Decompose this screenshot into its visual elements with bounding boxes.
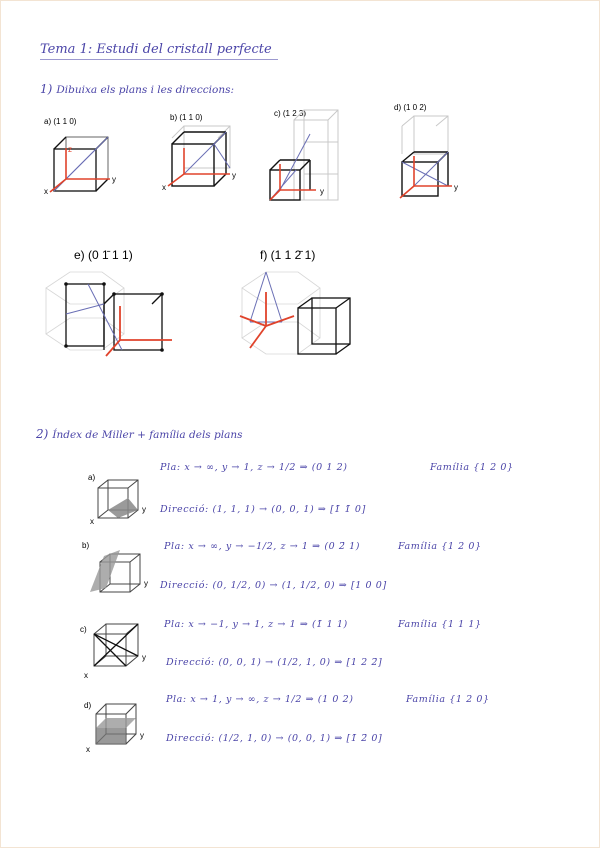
section-2-number: 2) bbox=[36, 427, 49, 441]
axis-y-label: y bbox=[454, 183, 458, 192]
section-1-number: 1) bbox=[40, 82, 53, 96]
exercise-a-direction: Direcció: (1, 1, 1) → (0, 0, 1) ⇒ [1̄ 1̄ 0] bbox=[160, 504, 366, 515]
cell-figure-c bbox=[266, 104, 352, 206]
cell-figure-d bbox=[386, 100, 472, 206]
axis-y-label: y bbox=[142, 653, 146, 662]
exercise-b-direction: Direcció: (0, 1/2, 0) → (1, 1/2, 0) ⇒ [1 0 0] bbox=[160, 580, 387, 591]
figure-d-label: d) (1 0 2) bbox=[394, 103, 427, 112]
section-1-heading bbox=[40, 82, 234, 96]
title-underline bbox=[40, 59, 278, 60]
cell-figure-b bbox=[158, 108, 244, 202]
exercise-d-family: Família {1 2 0} bbox=[406, 694, 490, 705]
exercise-c-family: Família {1 1 1} bbox=[398, 619, 482, 630]
axis-y-label: y bbox=[140, 731, 144, 740]
exercise-d-figure bbox=[80, 690, 156, 756]
exercise-c-figure bbox=[80, 612, 156, 682]
figure-c-label: c) (1 2 3) bbox=[274, 109, 307, 118]
axis-z-label: z bbox=[68, 145, 72, 154]
axis-y-label: y bbox=[112, 175, 116, 184]
exercise-b-figure bbox=[78, 536, 156, 602]
cell-figure-f bbox=[236, 244, 370, 368]
axis-y-label: y bbox=[144, 579, 148, 588]
exercise-d-plane: Pla: x → 1, y → ∞, z → 1/2 ⇒ (1 0 2) bbox=[166, 694, 354, 705]
exercise-a-figure bbox=[84, 468, 154, 526]
figure-b-label: b) (1 1 0) bbox=[170, 113, 203, 122]
axis-x-label: x bbox=[44, 187, 48, 196]
axis-y-label: y bbox=[232, 171, 236, 180]
axis-x-label: x bbox=[84, 671, 88, 680]
axis-x-label: x bbox=[86, 745, 90, 754]
exercise-b-family: Família {1 2 0} bbox=[398, 541, 482, 552]
figure-f-label: f) (1 1 2̄ 1) bbox=[260, 248, 316, 262]
axis-y-label: y bbox=[320, 187, 324, 196]
axis-y-label: y bbox=[142, 505, 146, 514]
section-2-text: Índex de Miller + família dels plans bbox=[52, 429, 243, 441]
exercise-c-label: c) bbox=[80, 625, 87, 634]
section-1-text: Dibuixa els plans i les direccions: bbox=[56, 84, 235, 96]
exercise-a-plane: Pla: x → ∞, y → 1, z → 1/2 ⇒ (0 1 2) bbox=[160, 462, 348, 473]
cell-figure-a bbox=[42, 112, 122, 202]
exercise-d-direction: Direcció: (1/2, 1, 0) → (0, 0, 1) ⇒ [1̄ 2̄ 0] bbox=[166, 733, 383, 744]
page-title: Tema 1: Estudi del cristall perfecte bbox=[40, 42, 272, 57]
exercise-c-plane: Pla: x → −1, y → 1, z → 1 ⇒ (1̄ 1 1) bbox=[164, 619, 348, 630]
section-2-heading bbox=[36, 427, 243, 441]
exercise-b-plane: Pla: x → ∞, y → −1/2, z → 1 ⇒ (0 2̄ 1) bbox=[164, 541, 361, 552]
figure-a-label: a) (1 1 0) bbox=[44, 117, 77, 126]
axis-x-label: x bbox=[90, 517, 94, 526]
exercise-a-family: Família {1 2 0} bbox=[430, 462, 514, 473]
exercise-a-label: a) bbox=[88, 473, 96, 482]
cell-figure-e bbox=[40, 244, 178, 368]
exercise-d-label: d) bbox=[84, 701, 92, 710]
exercise-c-direction: Direcció: (0, 0, 1) → (1/2, 1, 0) ⇒ [1 2 2̄] bbox=[166, 657, 383, 668]
figure-e-label: e) (0 1̄ 1 1) bbox=[74, 248, 133, 262]
exercise-b-label: b) bbox=[82, 541, 90, 550]
axis-x-label: x bbox=[162, 183, 166, 192]
